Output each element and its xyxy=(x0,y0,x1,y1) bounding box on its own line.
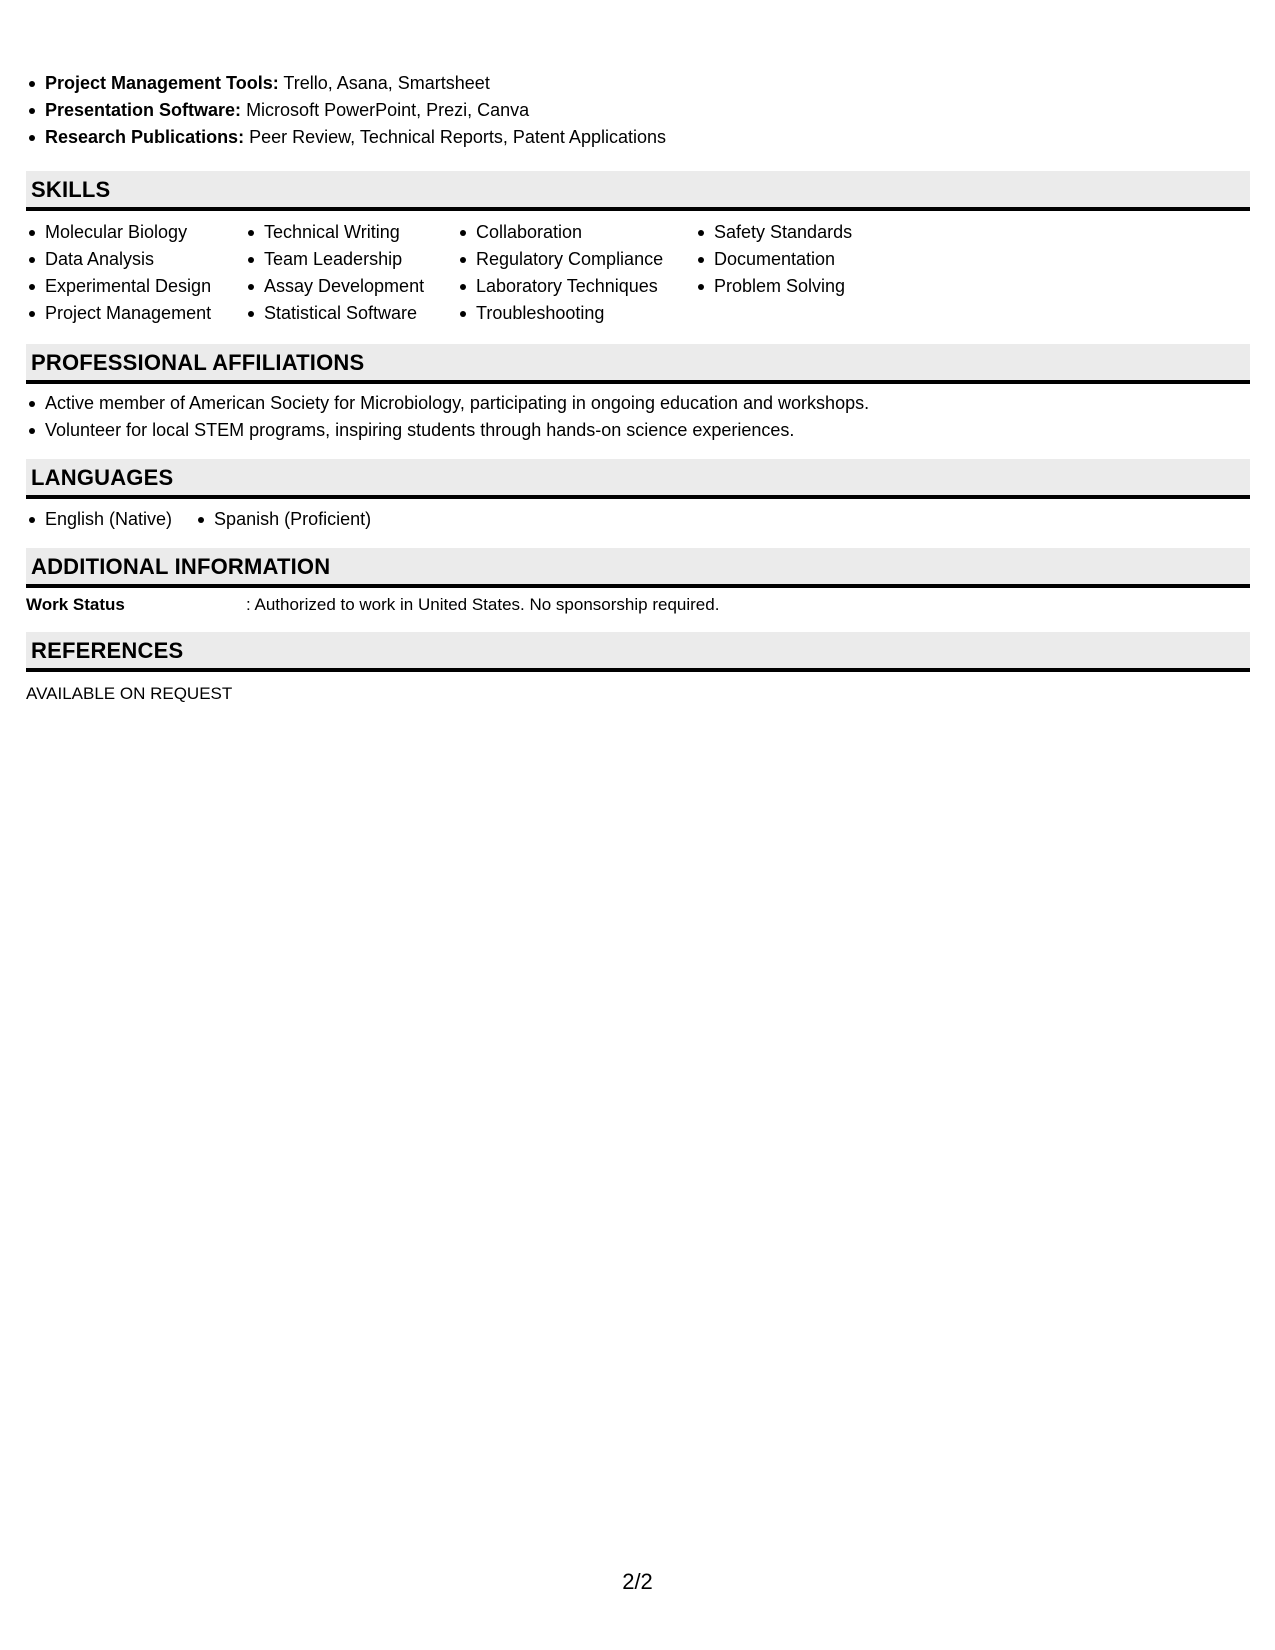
list-item: Technical Writing xyxy=(245,219,457,246)
list-item: Regulatory Compliance xyxy=(457,246,695,273)
list-item: Team Leadership xyxy=(245,246,457,273)
list-item xyxy=(26,124,1250,151)
skills-grid xyxy=(26,211,1250,327)
affiliations-header: PROFESSIONAL AFFILIATIONS xyxy=(26,344,1250,384)
list-item: Statistical Software xyxy=(245,300,457,327)
tool-category-label: Project Management Tools: xyxy=(45,73,279,93)
skills-column xyxy=(457,219,695,327)
list-item: Data Analysis xyxy=(26,246,245,273)
list-item: Project Management xyxy=(26,300,245,327)
tool-category-value: Trello, Asana, Smartsheet xyxy=(283,73,490,93)
tool-category-value: Microsoft PowerPoint, Prezi, Canva xyxy=(246,100,530,120)
list-item: Troubleshooting xyxy=(457,300,695,327)
list-item: Problem Solving xyxy=(695,273,935,300)
skills-column xyxy=(245,219,457,327)
list-item xyxy=(26,70,1250,97)
work-status-value: : Authorized to work in United States. No sponsorship required. xyxy=(246,595,720,614)
list-item: Volunteer for local STEM programs, inspiring students through hands-on science experiences. xyxy=(26,417,1250,444)
list-item: Molecular Biology xyxy=(26,219,245,246)
skills-column xyxy=(695,219,935,327)
resume-page xyxy=(26,70,1250,704)
skills-header: SKILLS xyxy=(26,171,1250,211)
skills-column xyxy=(26,219,245,327)
tool-category-value: Peer Review, Technical Reports, Patent Applications xyxy=(249,127,666,147)
list-item: Laboratory Techniques xyxy=(457,273,695,300)
references-header: REFERENCES xyxy=(26,632,1250,672)
list-item xyxy=(26,97,1250,124)
tools-list xyxy=(26,70,1250,151)
list-item: Collaboration xyxy=(457,219,695,246)
references-text: AVAILABLE ON REQUEST xyxy=(26,684,233,703)
list-item: Experimental Design xyxy=(26,273,245,300)
affiliations-list xyxy=(26,384,1250,444)
work-status-label: Work Status xyxy=(26,595,125,614)
page-number: 2/2 xyxy=(622,1569,653,1594)
work-status-row xyxy=(26,588,1250,616)
languages-list xyxy=(26,499,1250,533)
tool-category-label: Presentation Software: xyxy=(45,100,242,120)
list-item: Documentation xyxy=(695,246,935,273)
tool-category-label: Research Publications: xyxy=(45,127,245,147)
list-item: Active member of American Society for Microbiology, participating in ongoing education and workshops. xyxy=(26,390,1250,417)
list-item: Safety Standards xyxy=(695,219,935,246)
list-item: English (Native) xyxy=(26,506,172,533)
list-item: Spanish (Proficient) xyxy=(195,506,371,533)
languages-header: LANGUAGES xyxy=(26,459,1250,499)
additional-info-header: ADDITIONAL INFORMATION xyxy=(26,548,1250,588)
list-item: Assay Development xyxy=(245,273,457,300)
